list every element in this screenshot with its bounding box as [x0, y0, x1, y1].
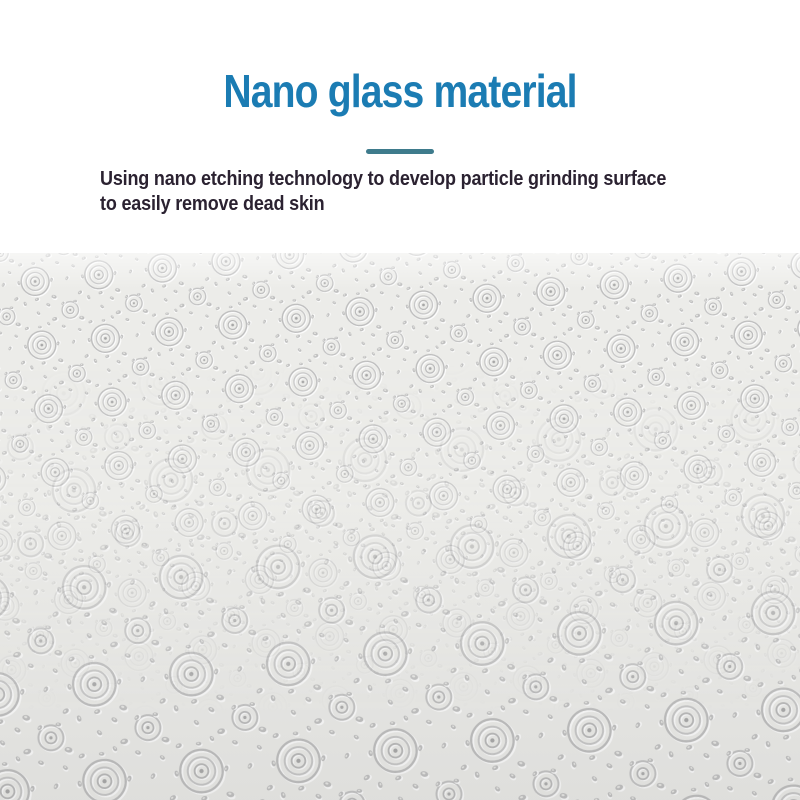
subtitle-line-2: to easily remove dead skin — [100, 193, 325, 215]
page-subtitle — [100, 167, 666, 217]
page-title: Nano glass material — [223, 65, 577, 117]
product-texture-image — [0, 253, 800, 800]
subtitle-line-1: Using nano etching technology to develop particle grinding surface — [100, 168, 667, 190]
title-divider-line — [366, 149, 434, 154]
nano-texture-svg — [0, 253, 800, 800]
